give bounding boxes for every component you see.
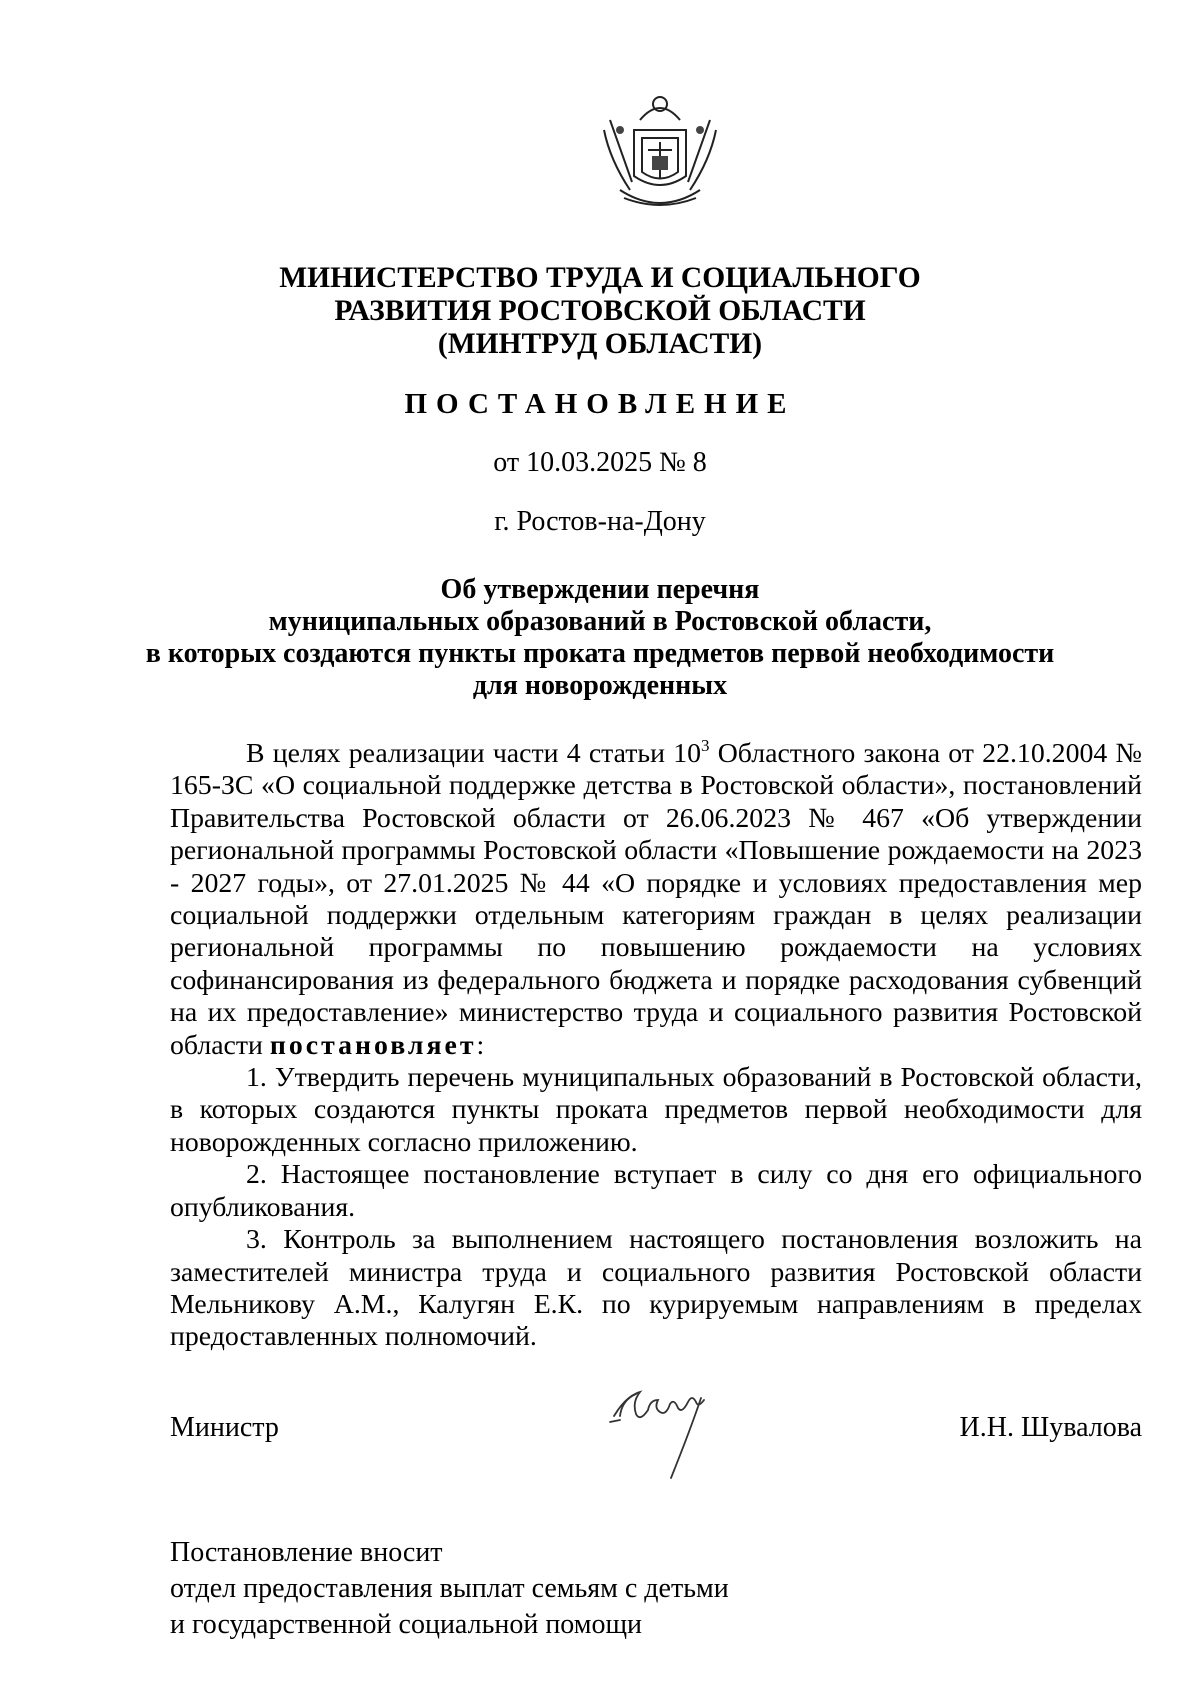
preamble-paragraph: [170, 730, 1142, 1062]
document-type: ПОСТАНОВЛЕНИЕ: [404, 388, 796, 420]
clause-3: 3. Контроль за выполнением настоящего постановления возложить на заместителей министра труда и социального развития Ростовской области Мельникову А.М., Калугян Е.К. по курируемым направлениям в пределах предоставленных полномочий.: [170, 1224, 1142, 1353]
document-title: [0, 574, 1200, 702]
superscript: 3: [701, 736, 710, 755]
colon: :: [476, 1029, 485, 1061]
ministry-name-line: МИНИСТЕРСТВО ТРУДА И СОЦИАЛЬНОГО: [279, 262, 921, 294]
clause-1: 1. Утвердить перечень муниципальных образований в Ростовской области, в которых создаются пункты проката предметов первой необходимости для новорожденных согласно приложению.: [170, 1062, 1142, 1158]
signer-name: И.Н. Шувалова: [959, 1412, 1142, 1443]
preamble-text: Областного закона от 22.10.2004 № 165-ЗС «О социальной поддержке детства в Ростовской области», постановлений Правительства Ростовской области от 26.06.2023 № 467 «Об утверждении региональной программы Ростовской области «Повышение рождаемости на 2023 - 2027 годы», от 27.01.2025 № 44 «О порядке и условиях предоставления мер социальной поддержки отдельным категориям граждан в целях реализации региональной программы по повышению рождаемости на условиях софинансирования из федерального бюджета и порядке расходования субвенций на их предоставление» министерство труда и социального развития Ростовской области: [170, 738, 1143, 1061]
footer-line: отдел предоставления выплат семьям с детьми: [170, 1573, 729, 1604]
signer-position: Министр: [170, 1412, 279, 1443]
resolves-word: постановляет: [269, 1029, 477, 1061]
handwritten-signature: [606, 1378, 736, 1483]
submitted-by-note: [170, 1535, 729, 1643]
title-line: муниципальных образований в Ростовской области,: [268, 606, 932, 637]
preamble-text: В целях реализации части 4 статьи 10: [246, 738, 701, 769]
title-line: в которых создаются пункты проката предметов первой необходимости: [145, 638, 1055, 669]
title-line: Об утверждении перечня: [440, 574, 760, 605]
footer-line: и государственной социальной помощи: [170, 1609, 643, 1640]
document-date-number: от 10.03.2025 № 8: [493, 447, 707, 478]
footer-line: Постановление вносит: [170, 1537, 443, 1568]
ministry-name: [0, 262, 1200, 361]
ministry-name-line: (МИНТРУД ОБЛАСТИ): [437, 328, 763, 360]
document-body: [170, 730, 1142, 1354]
document-city: г. Ростов-на-Дону: [494, 506, 706, 537]
clause-2: 2. Настоящее постановление вступает в силу со дня его официального опубликования.: [170, 1159, 1142, 1223]
coat-of-arms-emblem: [590, 90, 730, 218]
title-line: для новорожденных: [472, 670, 728, 701]
ministry-name-line: РАЗВИТИЯ РОСТОВСКОЙ ОБЛАСТИ: [334, 295, 866, 327]
